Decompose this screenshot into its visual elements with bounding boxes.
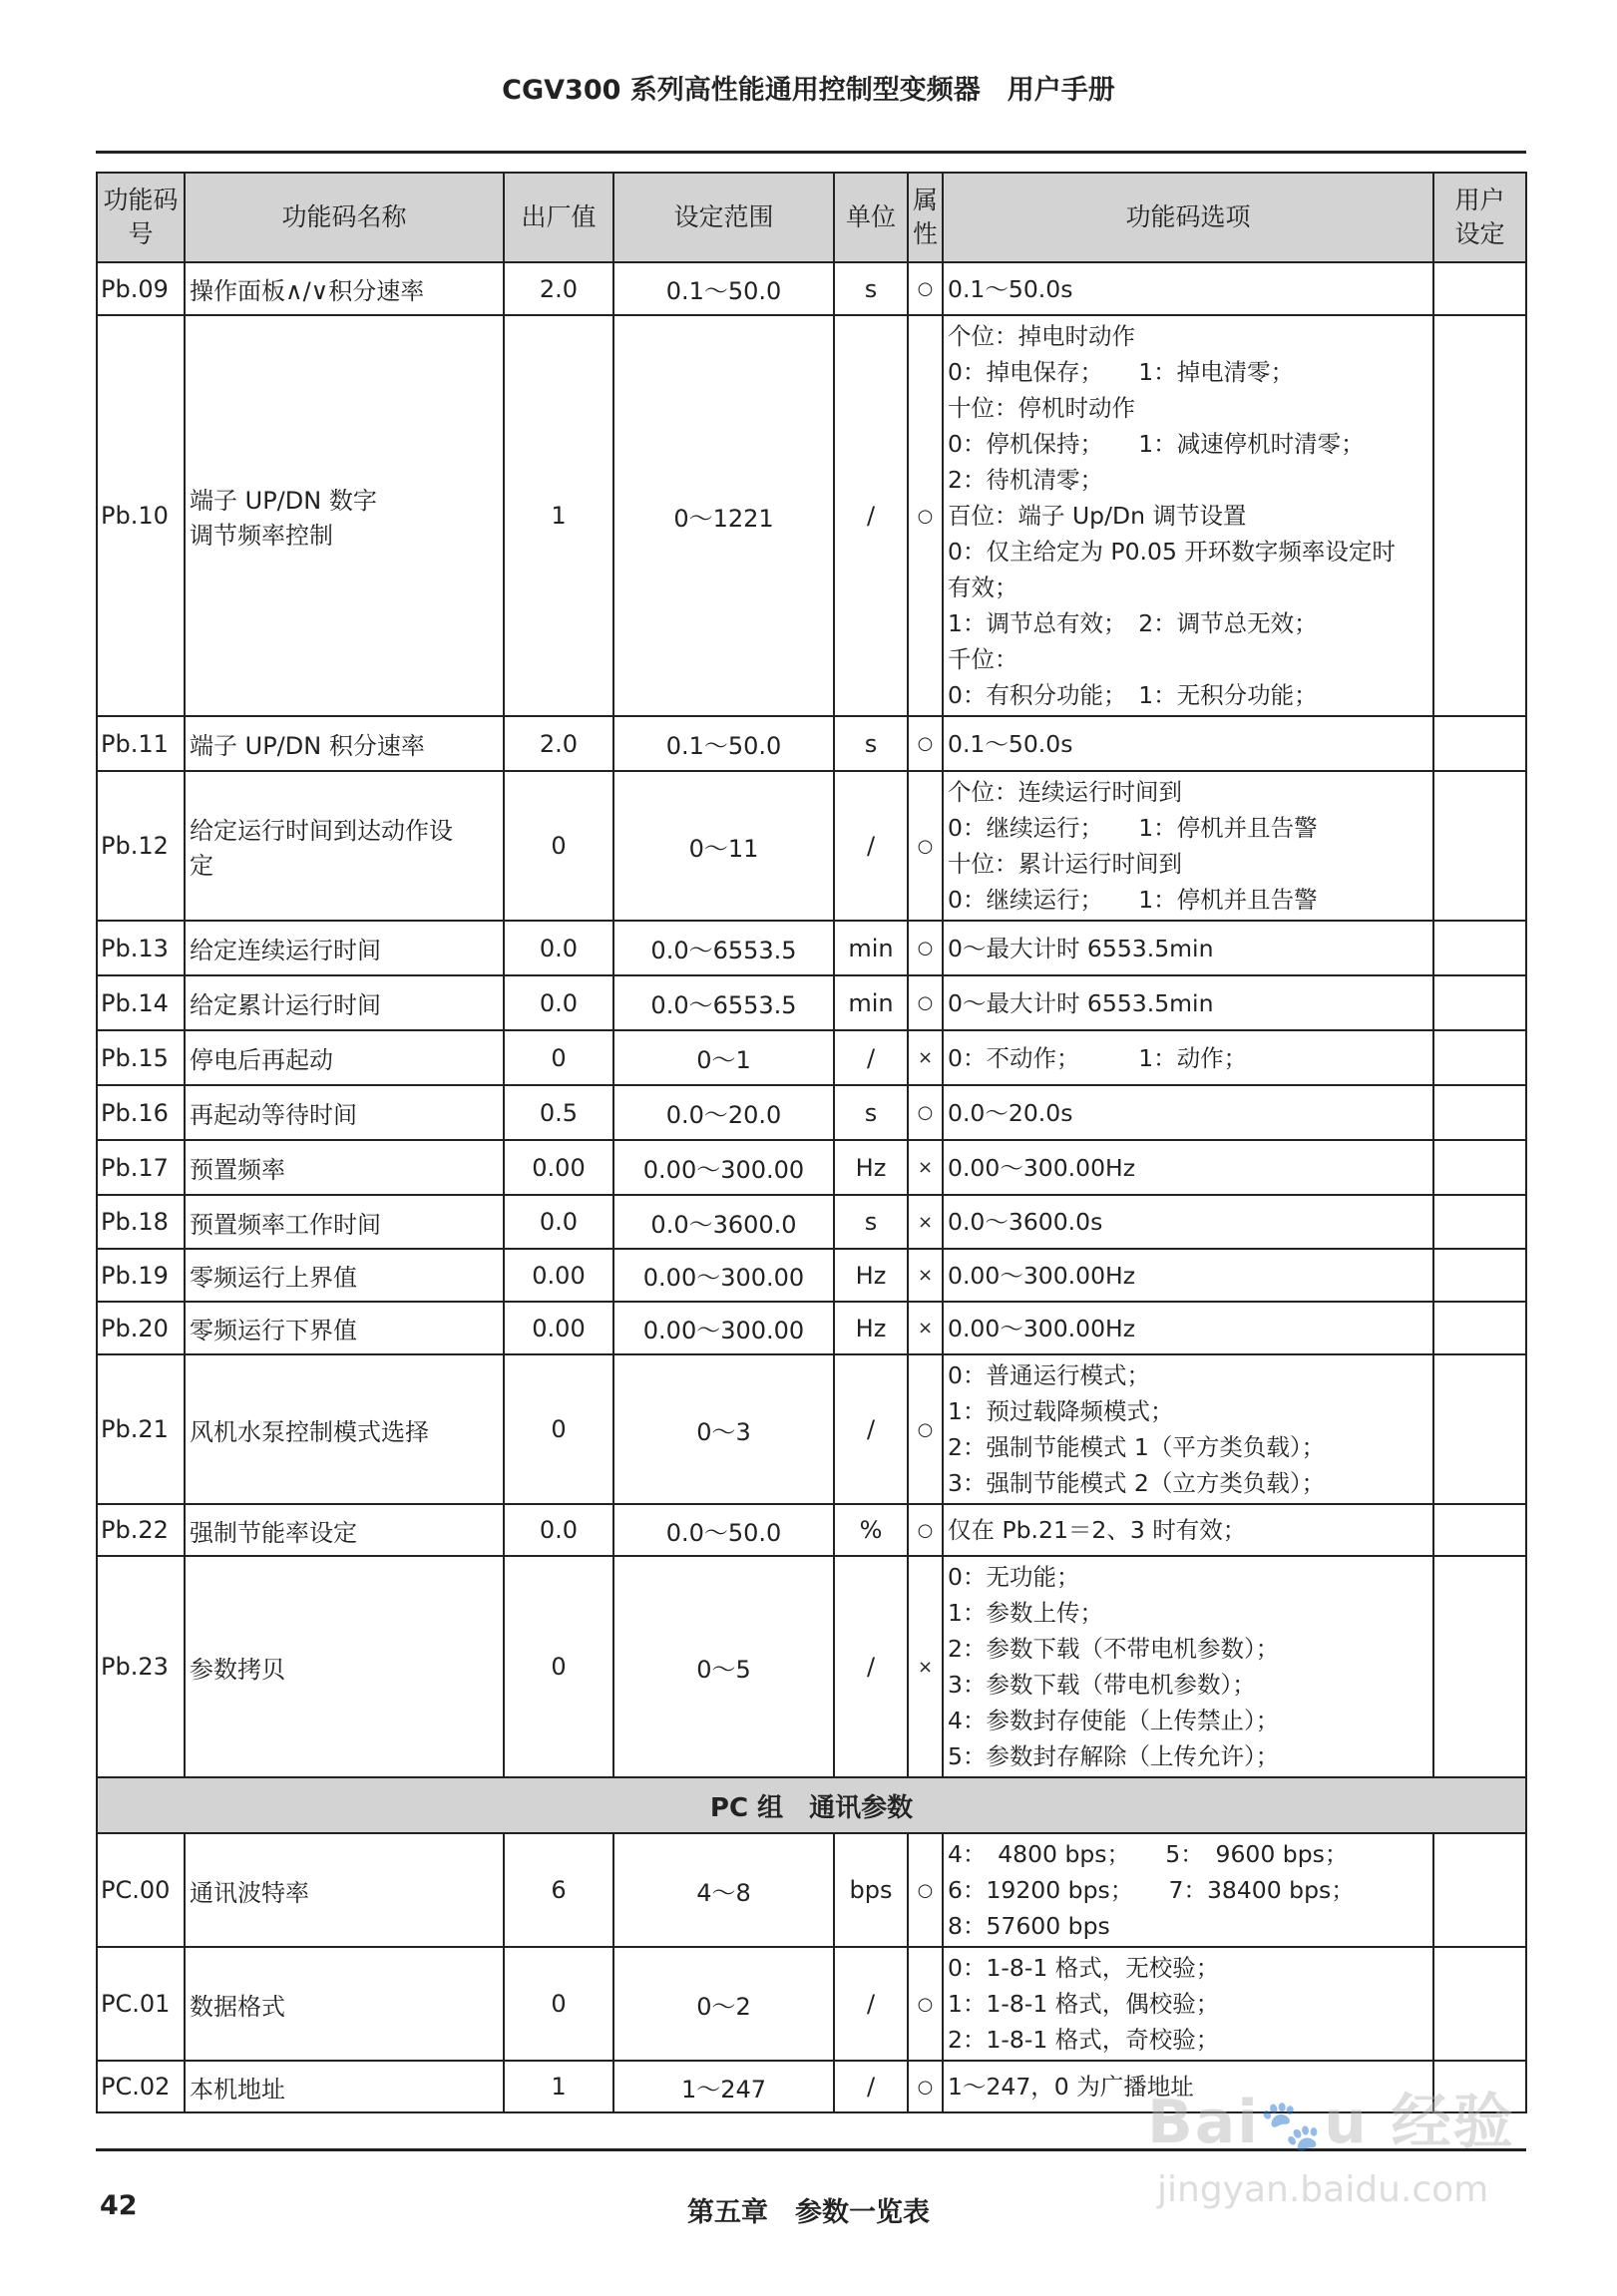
user-setting-cell[interactable] — [1433, 315, 1526, 716]
table-row — [97, 1556, 1526, 1777]
param-name: 预置频率 — [185, 1140, 504, 1195]
attribute: × — [908, 1140, 943, 1195]
user-setting-cell[interactable] — [1433, 716, 1526, 771]
table-row — [97, 1947, 1526, 2061]
option-line: 0.0～3600.0s — [948, 1208, 1103, 1236]
chapter-title: 第五章 参数一览表 — [687, 2197, 930, 2228]
table-row — [97, 1140, 1526, 1195]
option-line: 0：继续运行； 1：停机并且告警 — [948, 814, 1318, 842]
unit: s — [834, 1195, 908, 1249]
user-setting-cell[interactable] — [1433, 1556, 1526, 1777]
setting-range: 0.0～50.0 — [613, 1504, 834, 1556]
param-code: PC.02 — [97, 2061, 185, 2112]
option-line: 2：强制节能模式 1（平方类负载）； — [948, 1433, 1326, 1461]
option-line: 4： 4800 bps； 5： 9600 bps； — [948, 1840, 1349, 1868]
unit: / — [834, 1030, 908, 1085]
option-line: 3：参数下载（带电机参数）； — [948, 1671, 1256, 1699]
default-value: 0.0 — [504, 1195, 613, 1249]
options-cell — [943, 771, 1433, 921]
setting-range: 0～1221 — [613, 315, 834, 716]
table-row — [97, 1085, 1526, 1140]
option-line: 6：19200 bps； 7：38400 bps； — [948, 1876, 1355, 1904]
setting-range: 0.0～20.0 — [613, 1085, 834, 1140]
attribute: ○ — [908, 1085, 943, 1140]
default-value: 1 — [504, 2061, 613, 2112]
user-setting-cell[interactable] — [1433, 1354, 1526, 1504]
param-code: Pb.23 — [97, 1556, 185, 1777]
option-line: 0.1～50.0s — [948, 274, 1073, 303]
group-header-row — [97, 1777, 1526, 1833]
setting-range: 4～8 — [613, 1833, 834, 1947]
user-setting-cell[interactable] — [1433, 1085, 1526, 1140]
setting-range: 1～247 — [613, 2061, 834, 2112]
unit: Hz — [834, 1302, 908, 1354]
param-code: Pb.15 — [97, 1030, 185, 1085]
table-row — [97, 1833, 1526, 1947]
attribute: ○ — [908, 315, 943, 716]
baidu-watermark-url: jingyan.baidu.com — [1157, 2169, 1489, 2210]
user-setting-cell[interactable] — [1433, 1504, 1526, 1556]
unit: / — [834, 2061, 908, 2112]
column-header-code: 功能码号 — [97, 173, 185, 262]
group-title: PC 组 通讯参数 — [97, 1777, 1526, 1833]
param-code: PC.00 — [97, 1833, 185, 1947]
param-name: 通讯波特率 — [185, 1833, 504, 1947]
param-code: Pb.14 — [97, 975, 185, 1030]
table-row — [97, 1302, 1526, 1354]
unit: Hz — [834, 1249, 908, 1302]
attribute: ○ — [908, 921, 943, 975]
attribute: ○ — [908, 771, 943, 921]
param-code: Pb.20 — [97, 1302, 185, 1354]
attribute: ○ — [908, 1354, 943, 1504]
table-row — [97, 315, 1526, 716]
column-header-range: 设定范围 — [613, 173, 834, 262]
param-name: 停电后再起动 — [185, 1030, 504, 1085]
param-code: Pb.18 — [97, 1195, 185, 1249]
column-header-options: 功能码选项 — [943, 173, 1433, 262]
user-setting-cell[interactable] — [1433, 262, 1526, 315]
option-line: 百位：端子 Up/Dn 调节设置 — [948, 502, 1247, 530]
param-name: 本机地址 — [185, 2061, 504, 2112]
option-line: 个位：掉电时动作 — [948, 322, 1135, 350]
column-header-user-setting: 用户设定 — [1433, 173, 1526, 262]
unit: % — [834, 1504, 908, 1556]
default-value: 0 — [504, 1947, 613, 2061]
attribute: ○ — [908, 1947, 943, 2061]
table-row — [97, 1030, 1526, 1085]
option-line: 2：参数下载（不带电机参数）； — [948, 1635, 1280, 1663]
unit: / — [834, 1947, 908, 2061]
table-row — [97, 716, 1526, 771]
setting-range: 0.1～50.0 — [613, 716, 834, 771]
option-line: 2：待机清零； — [948, 466, 1103, 494]
options-cell — [943, 1140, 1433, 1195]
param-name: 风机水泵控制模式选择 — [185, 1354, 504, 1504]
user-setting-cell[interactable] — [1433, 1140, 1526, 1195]
default-value: 0 — [504, 1030, 613, 1085]
param-code: Pb.12 — [97, 771, 185, 921]
options-cell — [943, 315, 1433, 716]
option-line: 2：1-8-1 格式，奇校验； — [948, 2026, 1220, 2054]
param-name: 再起动等待时间 — [185, 1085, 504, 1140]
table-header-row — [97, 173, 1526, 262]
options-cell — [943, 1249, 1433, 1302]
param-name: 操作面板∧/∨积分速率 — [185, 262, 504, 315]
param-name: 端子 UP/DN 数字 调节频率控制 — [185, 315, 504, 716]
user-setting-cell[interactable] — [1433, 921, 1526, 975]
default-value: 1 — [504, 315, 613, 716]
option-line: 1：调节总有效； 2：调节总无效； — [948, 609, 1318, 637]
parameter-table — [96, 172, 1527, 2113]
table-row — [97, 771, 1526, 921]
table-row — [97, 921, 1526, 975]
unit: s — [834, 262, 908, 315]
attribute: × — [908, 1195, 943, 1249]
attribute: × — [908, 1302, 943, 1354]
header-rule — [96, 151, 1526, 154]
default-value: 0.00 — [504, 1302, 613, 1354]
attribute: ○ — [908, 716, 943, 771]
unit: bps — [834, 1833, 908, 1947]
setting-range: 0～3 — [613, 1354, 834, 1504]
default-value: 0.0 — [504, 975, 613, 1030]
option-line: 0：不动作； 1：动作； — [948, 1043, 1248, 1072]
options-cell — [943, 1354, 1433, 1504]
param-code: Pb.19 — [97, 1249, 185, 1302]
default-value: 6 — [504, 1833, 613, 1947]
options-cell — [943, 921, 1433, 975]
table-body — [97, 262, 1526, 2112]
page-number: 42 — [100, 2190, 138, 2221]
option-line: 0：继续运行； 1：停机并且告警 — [948, 886, 1318, 914]
user-setting-cell[interactable] — [1433, 1302, 1526, 1354]
option-line: 5：参数封存解除（上传允许）； — [948, 1742, 1280, 1770]
option-line: 1：预过载降频模式； — [948, 1397, 1174, 1425]
option-line: 8：57600 bps — [948, 1912, 1110, 1940]
option-line: 有效； — [948, 574, 1018, 601]
option-line: 0.0～20.0s — [948, 1098, 1073, 1127]
option-line: 十位：停机时动作 — [948, 394, 1135, 422]
user-setting-cell[interactable] — [1433, 1947, 1526, 2061]
default-value: 0 — [504, 1354, 613, 1504]
attribute: × — [908, 1030, 943, 1085]
table-row — [97, 1195, 1526, 1249]
option-line: 个位：连续运行时间到 — [948, 778, 1182, 806]
param-name: 参数拷贝 — [185, 1556, 504, 1777]
user-setting-cell[interactable] — [1433, 1833, 1526, 1947]
column-header-unit: 单位 — [834, 173, 908, 262]
param-name: 端子 UP/DN 积分速率 — [185, 716, 504, 771]
table-row — [97, 1504, 1526, 1556]
default-value: 0.00 — [504, 1249, 613, 1302]
option-line: 0.00～300.00Hz — [948, 1261, 1136, 1290]
option-line: 1：1-8-1 格式，偶校验； — [948, 1990, 1220, 2018]
options-cell — [943, 975, 1433, 1030]
options-cell — [943, 1030, 1433, 1085]
param-code: Pb.13 — [97, 921, 185, 975]
unit: / — [834, 771, 908, 921]
attribute: ○ — [908, 1833, 943, 1947]
param-code: PC.01 — [97, 1947, 185, 2061]
param-name: 强制节能率设定 — [185, 1504, 504, 1556]
param-name: 数据格式 — [185, 1947, 504, 2061]
param-code: Pb.11 — [97, 716, 185, 771]
options-cell — [943, 716, 1433, 771]
option-line: 0.1～50.0s — [948, 729, 1073, 758]
unit: s — [834, 1085, 908, 1140]
option-line: 0：有积分功能； 1：无积分功能； — [948, 681, 1318, 709]
options-cell — [943, 1302, 1433, 1354]
param-code: Pb.21 — [97, 1354, 185, 1504]
table-row — [97, 975, 1526, 1030]
options-cell — [943, 1833, 1433, 1947]
param-code: Pb.17 — [97, 1140, 185, 1195]
default-value: 0.0 — [504, 1504, 613, 1556]
setting-range: 0.00～300.00 — [613, 1249, 834, 1302]
option-line: 十位：累计运行时间到 — [948, 850, 1182, 878]
options-cell — [943, 1504, 1433, 1556]
param-code: Pb.22 — [97, 1504, 185, 1556]
unit: min — [834, 975, 908, 1030]
option-line: 1：参数上传； — [948, 1599, 1103, 1627]
setting-range: 0～1 — [613, 1030, 834, 1085]
attribute: × — [908, 1556, 943, 1777]
column-header-name: 功能码名称 — [185, 173, 504, 262]
user-setting-cell[interactable] — [1433, 771, 1526, 921]
attribute: × — [908, 1249, 943, 1302]
setting-range: 0～11 — [613, 771, 834, 921]
unit: s — [834, 716, 908, 771]
setting-range: 0.0～6553.5 — [613, 921, 834, 975]
setting-range: 0.1～50.0 — [613, 262, 834, 315]
user-setting-cell[interactable] — [1433, 1195, 1526, 1249]
option-line: 0：普通运行模式； — [948, 1361, 1150, 1389]
option-line: 0：1-8-1 格式，无校验； — [948, 1954, 1220, 1982]
default-value: 0.0 — [504, 921, 613, 975]
default-value: 2.0 — [504, 716, 613, 771]
option-line: 仅在 Pb.21＝2、3 时有效； — [948, 1516, 1247, 1544]
default-value: 0 — [504, 771, 613, 921]
param-code: Pb.09 — [97, 262, 185, 315]
setting-range: 0.00～300.00 — [613, 1140, 834, 1195]
option-line: 4：参数封存使能（上传禁止）； — [948, 1707, 1280, 1734]
unit: / — [834, 315, 908, 716]
user-setting-cell[interactable] — [1433, 975, 1526, 1030]
param-name: 给定运行时间到达动作设 定 — [185, 771, 504, 921]
option-line: 0～最大计时 6553.5min — [948, 988, 1214, 1017]
setting-range: 0.0～6553.5 — [613, 975, 834, 1030]
table-row — [97, 1354, 1526, 1504]
param-name: 零频运行上界值 — [185, 1249, 504, 1302]
setting-range: 0.0～3600.0 — [613, 1195, 834, 1249]
setting-range: 0～2 — [613, 1947, 834, 2061]
options-cell — [943, 1195, 1433, 1249]
param-name: 给定连续运行时间 — [185, 921, 504, 975]
option-line: 0.00～300.00Hz — [948, 1153, 1136, 1182]
setting-range: 0.00～300.00 — [613, 1302, 834, 1354]
options-cell — [943, 1556, 1433, 1777]
param-name: 零频运行下界值 — [185, 1302, 504, 1354]
options-cell — [943, 1085, 1433, 1140]
table-row — [97, 1249, 1526, 1302]
options-cell — [943, 1947, 1433, 2061]
option-line: 1～247，0 为广播地址 — [948, 2073, 1194, 2101]
attribute: ○ — [908, 1504, 943, 1556]
unit: / — [834, 1354, 908, 1504]
default-value: 0.5 — [504, 1085, 613, 1140]
user-setting-cell[interactable] — [1433, 1249, 1526, 1302]
option-line: 0：停机保持； 1：减速停机时清零； — [948, 430, 1365, 458]
default-value: 2.0 — [504, 262, 613, 315]
attribute: ○ — [908, 262, 943, 315]
options-cell — [943, 262, 1433, 315]
param-name: 给定累计运行时间 — [185, 975, 504, 1030]
unit: / — [834, 1556, 908, 1777]
table-row — [97, 262, 1526, 315]
baidu-watermark-logo: Bai🐾u 经验 — [1147, 2088, 1515, 2157]
unit: Hz — [834, 1140, 908, 1195]
unit: min — [834, 921, 908, 975]
option-line: 3：强制节能模式 2（立方类负载）； — [948, 1469, 1326, 1497]
option-line: 千位： — [948, 645, 1018, 673]
option-line: 0：仅主给定为 P0.05 开环数字频率设定时 — [948, 538, 1396, 566]
document-title: CGV300 系列高性能通用控制型变频器 用户手册 — [502, 75, 1115, 106]
param-code: Pb.10 — [97, 315, 185, 716]
column-header-default: 出厂值 — [504, 173, 613, 262]
column-header-attribute: 属性 — [908, 173, 943, 262]
param-code: Pb.16 — [97, 1085, 185, 1140]
option-line: 0～最大计时 6553.5min — [948, 934, 1214, 962]
option-line: 0.00～300.00Hz — [948, 1314, 1136, 1342]
param-name: 预置频率工作时间 — [185, 1195, 504, 1249]
user-setting-cell[interactable] — [1433, 1030, 1526, 1085]
attribute: ○ — [908, 2061, 943, 2112]
attribute: ○ — [908, 975, 943, 1030]
default-value: 0 — [504, 1556, 613, 1777]
default-value: 0.00 — [504, 1140, 613, 1195]
option-line: 0：无功能； — [948, 1563, 1080, 1591]
option-line: 0：掉电保存； 1：掉电清零； — [948, 358, 1295, 386]
setting-range: 0～5 — [613, 1556, 834, 1777]
